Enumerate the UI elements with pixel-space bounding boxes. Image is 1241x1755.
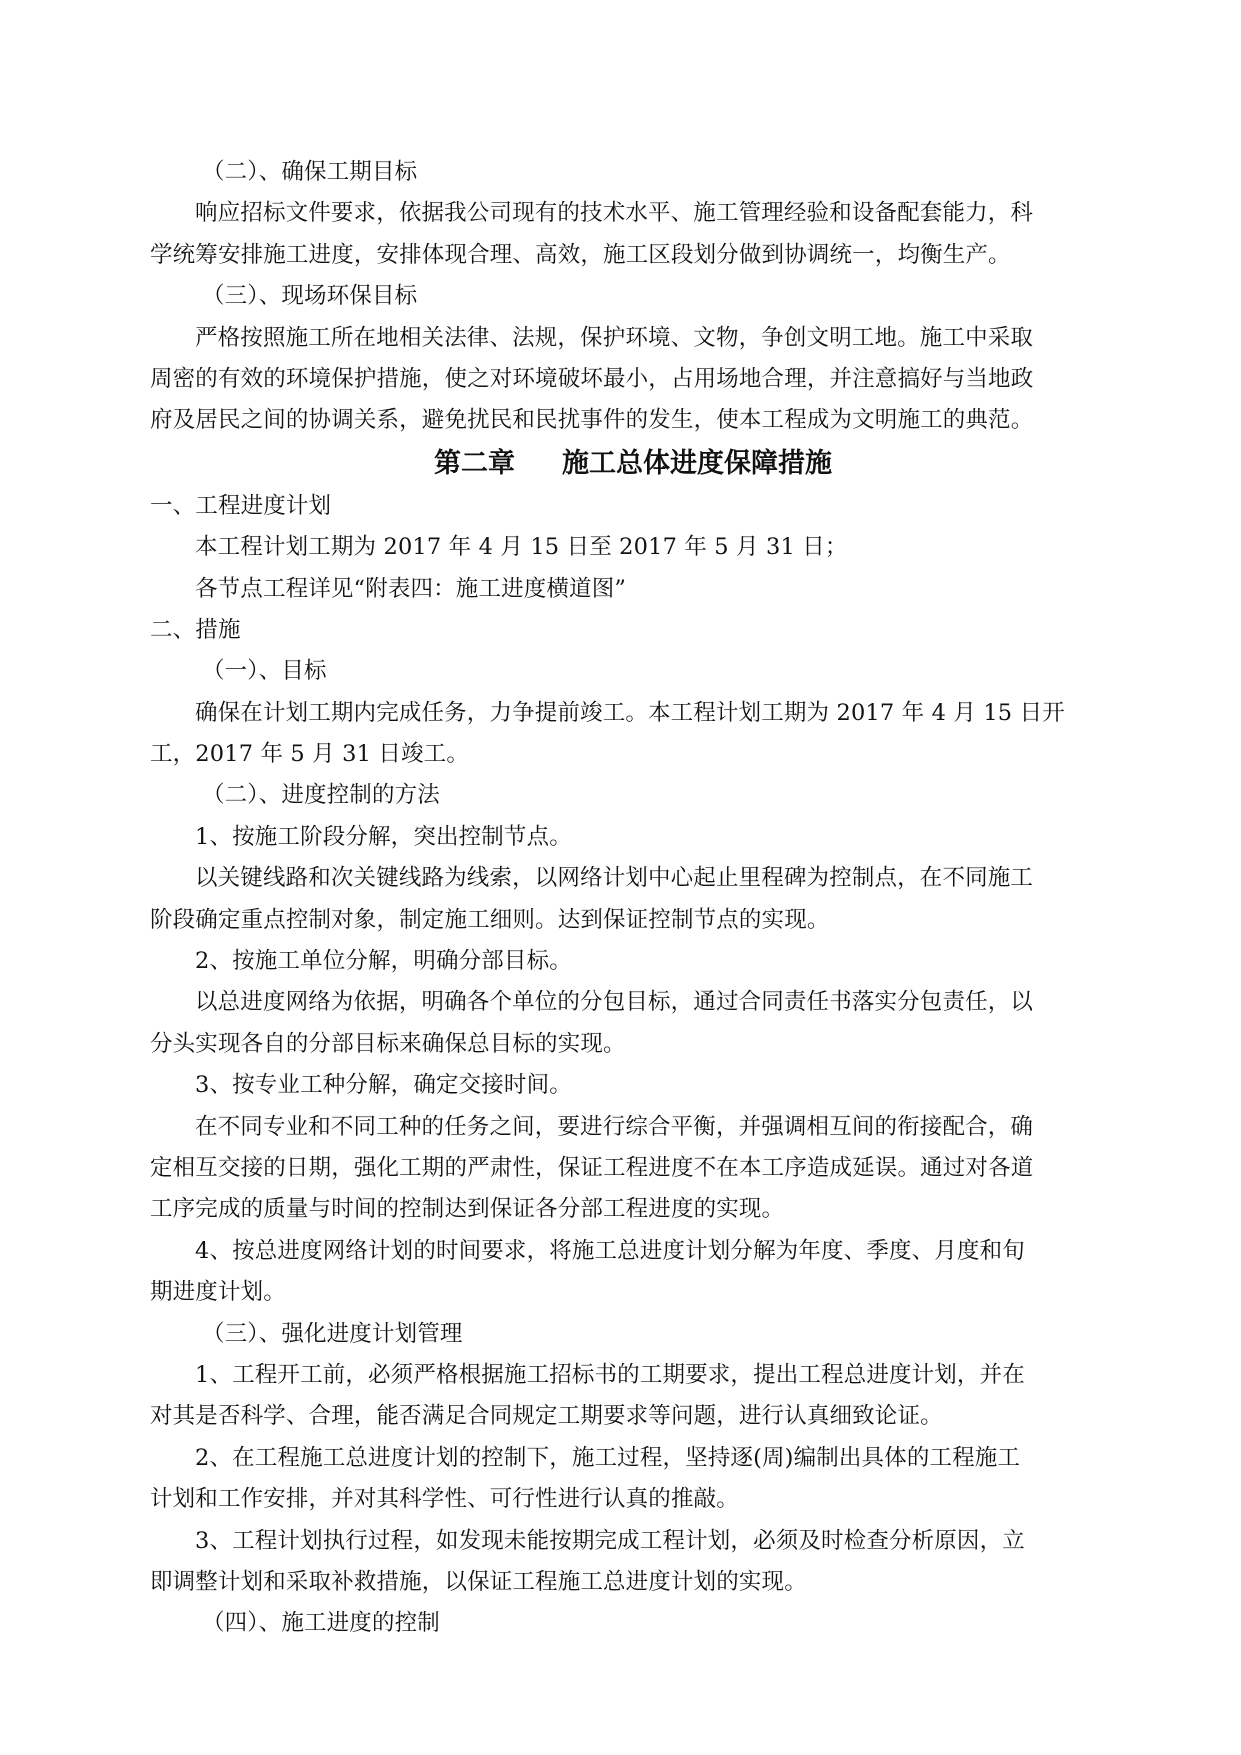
paragraph-line: 1、工程开工前，必须严格根据施工招标书的工期要求，提出工程总进度计划，并在 [195, 1361, 1025, 1388]
paragraph-line: 工序完成的质量与时间的控制达到保证各分部工程进度的实现。 [150, 1196, 785, 1223]
section-heading: 二、措施 [150, 616, 241, 643]
paragraph-line: 在不同专业和不同工种的任务之间，要进行综合平衡，并强调相互间的衔接配合，确 [195, 1113, 1034, 1140]
paragraph-line: 定相互交接的日期，强化工期的严肃性，保证工程进度不在本工序造成延误。通过对各道 [150, 1154, 1034, 1181]
section-heading: 一、工程进度计划 [150, 492, 332, 519]
paragraph-line: 以关键线路和次关键线路为线索，以网络计划中心起止里程碑为控制点，在不同施工 [195, 865, 1034, 892]
paragraph-line: 即调整计划和采取补救措施，以保证工程施工总进度计划的实现。 [150, 1568, 807, 1595]
paragraph-line: 期进度计划。 [150, 1279, 286, 1306]
paragraph-line: 以总进度网络为依据，明确各个单位的分包目标，通过合同责任书落实分包责任，以 [195, 989, 1034, 1016]
paragraph-line: 各节点工程详见“附表四：施工进度横道图” [195, 575, 627, 602]
paragraph-line: 对其是否科学、合理，能否满足合同规定工期要求等问题，进行认真细致论证。 [150, 1403, 943, 1430]
paragraph-line: 学统筹安排施工进度，安排体现合理、高效，施工区段划分做到协调统一，均衡生产。 [150, 241, 1011, 268]
paragraph-line: 响应招标文件要求，依据我公司现有的技术水平、施工管理经验和设备配套能力，科 [195, 200, 1034, 227]
paragraph-line: 3、按专业工种分解，确定交接时间。 [195, 1072, 572, 1099]
section-heading: （二）、进度控制的方法 [202, 782, 440, 809]
paragraph-line: 4、按总进度网络计划的时间要求，将施工总进度计划分解为年度、季度、月度和旬 [195, 1237, 1025, 1264]
section-heading: （二）、确保工期目标 [202, 159, 418, 185]
paragraph-line: 3、工程计划执行过程，如发现未能按期完成工程计划，必须及时检查分析原因，立 [195, 1527, 1025, 1554]
paragraph-line: 周密的有效的环境保护措施，使之对环境破坏最小，占用场地合理，并注意搞好与当地政 [150, 365, 1034, 392]
section-heading: （四）、施工进度的控制 [202, 1610, 440, 1637]
section-heading: （三）、强化进度计划管理 [202, 1320, 463, 1347]
paragraph-line: 阶段确定重点控制对象，制定施工细则。达到保证控制节点的实现。 [150, 906, 830, 933]
paragraph-line: 计划和工作安排，并对其科学性、可行性进行认真的推敲。 [150, 1486, 739, 1513]
paragraph-line: 1、按施工阶段分解，突出控制节点。 [195, 823, 572, 850]
paragraph-line: 本工程计划工期为 2017 年 4 月 15 日至 2017 年 5 月 31 日； [195, 534, 848, 561]
paragraph-line: 分头实现各自的分部目标来确保总目标的实现。 [150, 1030, 626, 1057]
chapter-title: 第二章 施工总体进度保障措施 [434, 447, 832, 479]
paragraph-line: 严格按照施工所在地相关法律、法规，保护环境、文物，争创文明工地。施工中采取 [195, 324, 1034, 351]
paragraph-line: 2、按施工单位分解，明确分部目标。 [195, 948, 572, 975]
document-page [150, 152, 1116, 1645]
section-heading: （三）、现场环保目标 [202, 283, 418, 310]
paragraph-line: 工，2017 年 5 月 31 日竣工。 [150, 741, 469, 768]
paragraph-line: 确保在计划工期内完成任务，力争提前竣工。本工程计划工期为 2017 年 4 月 15 日开 [195, 699, 1065, 726]
section-heading: （一）、目标 [202, 658, 327, 685]
paragraph-line: 2、在工程施工总进度计划的控制下，施工过程，坚持逐(周)编制出具体的工程施工 [195, 1444, 1021, 1471]
paragraph-line: 府及居民之间的协调关系，避免扰民和民扰事件的发生，使本工程成为文明施工的典范。 [150, 407, 1034, 434]
